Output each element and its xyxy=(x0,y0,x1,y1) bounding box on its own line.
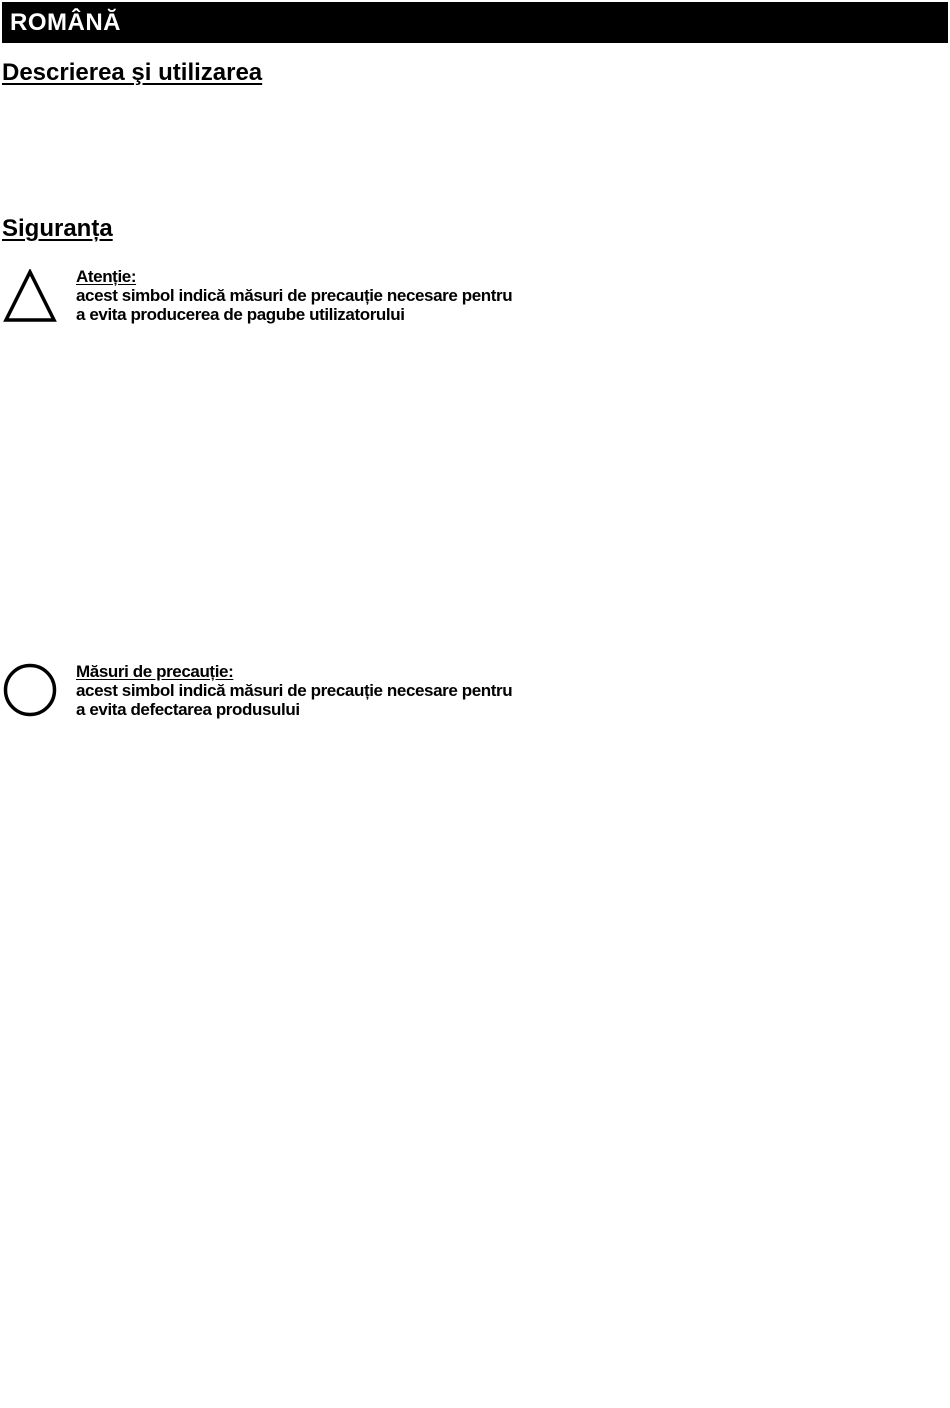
caution-notice xyxy=(0,662,600,732)
safety-heading: Siguranța xyxy=(2,215,113,242)
caution-circle-icon xyxy=(2,662,58,718)
caution-notice-text xyxy=(76,662,512,719)
warning-notice-text xyxy=(76,267,512,324)
warning-description-line-1: acest simbol indică măsuri de precauție necesare pentru xyxy=(76,286,513,305)
caution-description-line-1: acest simbol indică măsuri de precauție necesare pentru xyxy=(76,681,513,700)
caution-label: Măsuri de precauție: xyxy=(76,662,234,681)
warning-description-line-2: a evita producerea de pagube utilizatorului xyxy=(76,305,405,324)
language-header-bar xyxy=(2,2,948,43)
description-heading: Descrierea şi utilizarea xyxy=(2,59,263,86)
warning-triangle-icon xyxy=(2,269,58,323)
warning-notice xyxy=(0,267,600,337)
caution-description-line-2: a evita defectarea produsului xyxy=(76,700,300,719)
language-label: ROMÂNĂ xyxy=(10,8,121,36)
warning-label: Atenție: xyxy=(76,267,137,286)
